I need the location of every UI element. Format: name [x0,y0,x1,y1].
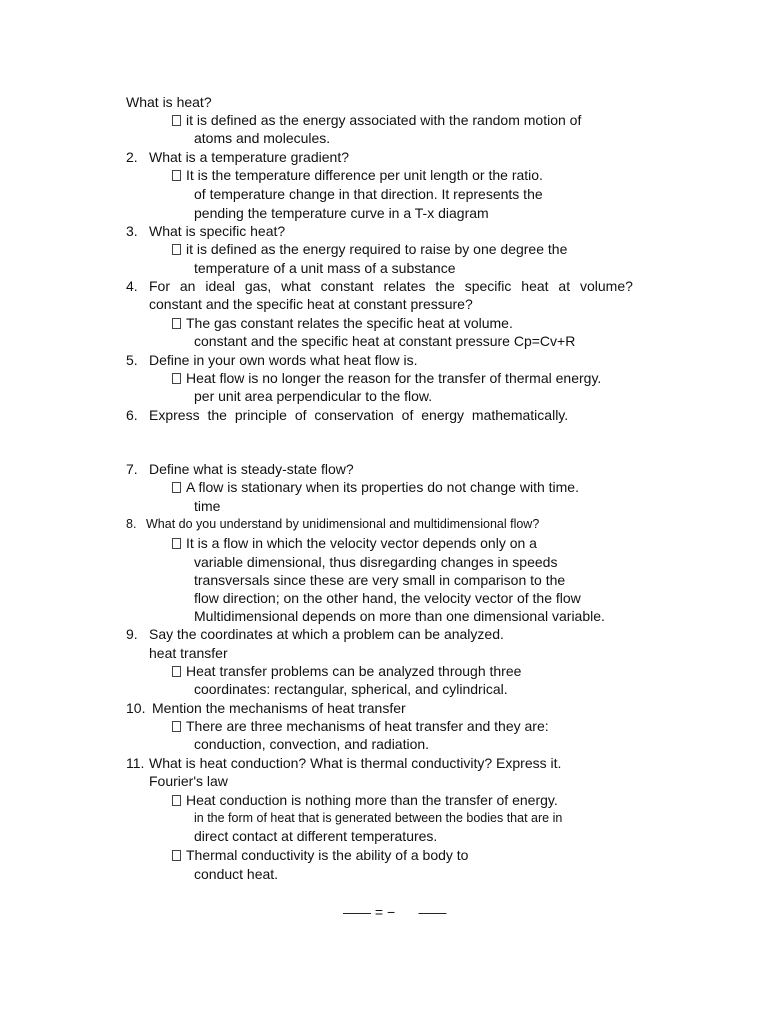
question-2-number: 2. [126,149,138,165]
answer-11a-line-3: direct contact at different temperatures. [194,828,438,844]
question-9: Say the coordinates at which a problem can be analyzed. [149,626,504,642]
checkbox-icon [172,318,181,329]
question-10: Mention the mechanisms of heat transfer [152,700,406,716]
answer-5-line-2: per unit area perpendicular to the flow. [194,388,433,404]
question-1: What is heat? [126,94,212,110]
checkbox-icon [172,170,181,181]
checkbox-icon [172,795,181,806]
answer-7-line-1: A flow is stationary when its properties do not change with time. [172,478,579,496]
question-3-number: 3. [126,223,138,239]
checkbox-icon [172,666,181,677]
answer-11a-line-1: Heat conduction is nothing more than the transfer of energy. [172,791,558,809]
question-2: What is a temperature gradient? [149,149,349,165]
answer-11b-line-1: Thermal conductivity is the ability of a body to [172,846,468,864]
question-4-number: 4. [126,278,138,294]
question-9-number: 9. [126,626,138,642]
fourier-law-formula: —— = − —— [343,904,447,920]
question-5-number: 5. [126,352,138,368]
answer-2-line-3: pending the temperature curve in a T-x diagram [194,205,489,221]
question-5: Define in your own words what heat flow is. [149,352,418,368]
question-11: What is heat conduction? What is thermal conductivity? Express it. [149,755,562,771]
answer-10-line-1: There are three mechanisms of heat transfer and they are: [172,717,549,735]
answer-10-line-2: conduction, convection, and radiation. [194,736,430,752]
question-8-number: 8. [126,517,137,531]
answer-3-line-2: temperature of a unit mass of a substance [194,260,456,276]
answer-4-line-1: The gas constant relates the specific heat at volume. [172,314,513,332]
answer-9-line-1: Heat transfer problems can be analyzed through three [172,662,521,680]
answer-7-line-2: time [194,498,221,514]
question-11-continued: Fourier's law [149,773,228,789]
question-3: What is specific heat? [149,223,286,239]
answer-5-line-1: Heat flow is no longer the reason for the transfer of thermal energy. [172,369,601,387]
question-11-number: 11. [126,755,145,771]
answer-8-line-1: It is a flow in which the velocity vector depends only on a [172,534,537,552]
checkbox-icon [172,373,181,384]
question-6: Express the principle of conservation of energy mathematically. [149,407,569,423]
question-7: Define what is steady-state flow? [149,461,354,477]
answer-11b-line-2: conduct heat. [194,866,279,882]
answer-1-line-1: it is defined as the energy associated with the random motion of [172,111,581,129]
question-8: What do you understand by unidimensional and multidimensional flow? [146,517,540,531]
answer-2-line-2: of temperature change in that direction. It represents the [194,186,543,202]
answer-1-line-2: atoms and molecules. [194,130,331,146]
answer-3-line-1: it is defined as the energy required to raise by one degree the [172,240,567,258]
question-4: For an ideal gas, what constant relates the specific heat at volume? [149,278,633,294]
checkbox-icon [172,482,181,493]
checkbox-icon [172,115,181,126]
answer-9-line-2: coordinates: rectangular, spherical, and cylindrical. [194,681,508,697]
question-7-number: 7. [126,461,138,477]
checkbox-icon [172,538,181,549]
answer-2-line-1: It is the temperature difference per unit length or the ratio. [172,166,543,184]
answer-11a-line-2: in the form of heat that is generated between the bodies that are in [194,811,563,825]
answer-8-line-4: flow direction; on the other hand, the velocity vector of the flow [194,590,581,606]
answer-4-line-2: constant and the specific heat at constant pressure Cp=Cv+R [194,333,576,349]
answer-8-line-5: Multidimensional depends on more than one dimensional variable. [194,608,605,624]
question-9-continued: heat transfer [149,645,228,661]
checkbox-icon [172,721,181,732]
question-10-number: 10. [126,700,146,716]
question-6-number: 6. [126,407,138,423]
answer-8-line-2: variable dimensional, thus disregarding changes in speeds [194,554,558,570]
checkbox-icon [172,244,181,255]
question-4-continued: constant and the specific heat at constant pressure? [149,296,473,312]
answer-8-line-3: transversals since these are very small in comparison to the [194,572,566,588]
checkbox-icon [172,850,181,861]
